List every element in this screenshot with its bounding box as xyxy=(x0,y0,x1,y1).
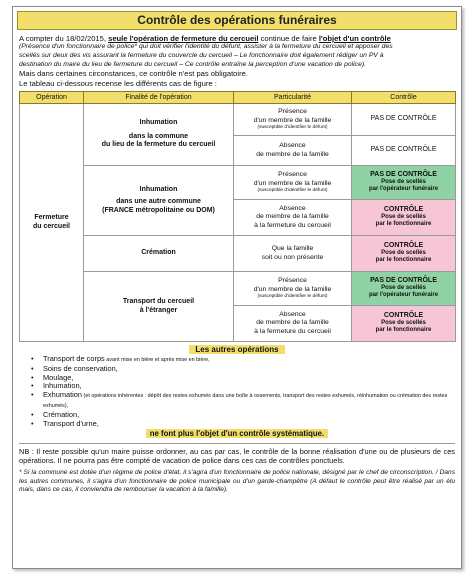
list-item: • Transport d'urne, xyxy=(43,420,455,429)
controle-operateur: PAS DE CONTRÔLE Pose de scellés par l'opérateur funéraire xyxy=(352,272,456,306)
list-item: • Transport de corps avant mise en bière et après mise en bière, xyxy=(43,355,455,365)
intro-italic-2: scellés sur deux des vis assurant la fermeture du couvercle du cercueil – Le fonctionnaire doit également rédiger un PV à xyxy=(19,52,384,59)
table-row xyxy=(20,104,456,136)
table-row xyxy=(20,236,456,272)
particularite-presence: Présence d'un membre de la famille (susceptible d'identifier le défunt) xyxy=(234,104,352,136)
document-page xyxy=(12,6,462,569)
other-operations-conclusion: ne font plus l'objet d'un contrôle systématique. xyxy=(146,429,328,438)
controle-fonctionnaire: CONTRÔLE Pose de scellés par le fonctionnaire xyxy=(352,306,456,342)
particularite-presence: Présence d'un membre de la famille (susceptible d'identifier le défunt) xyxy=(234,272,352,306)
finalite-inhumation-same: Inhumation dans la commune du lieu de la fermeture du cercueil xyxy=(84,104,234,166)
list-item: • Soins de conservation, xyxy=(43,365,455,374)
list-item: • Inhumation, xyxy=(43,382,455,391)
other-operations xyxy=(13,345,461,438)
intro-p2: Mais dans certaines circonstances, ce contrôle n'est pas obligatoire. xyxy=(19,69,248,79)
particularite-absence: Absence de membre de la famille xyxy=(234,136,352,166)
table-row xyxy=(20,166,456,200)
particularite-absence: Absence de membre de la famille à la fermeture du cercueil xyxy=(234,306,352,342)
list-item: • Moulage, xyxy=(43,374,455,383)
intro-highlight-2: l'objet d'un contrôle xyxy=(318,34,391,43)
intro-italic-1: (Présence d'un fonctionnaire de police* qui doit vérifier l'identité du défunt, assister à la fermeture du cercueil et apposer des xyxy=(19,43,393,51)
controle-fonctionnaire: CONTRÔLE Pose de scellés par le fonctionnaire xyxy=(352,236,456,272)
page-title: Contrôle des opérations funéraires xyxy=(17,11,457,30)
intro-p3: Le tableau ci-dessous recense les différents cas de figure : xyxy=(19,78,217,88)
particularite-famille: Que la famille soit ou non présente xyxy=(234,236,352,272)
list-item: • Crémation, xyxy=(43,411,455,420)
cases-table xyxy=(19,91,456,342)
controle-none: PAS DE CONTRÔLE xyxy=(352,104,456,136)
list-item: • Exhumation (et opérations inhérentes : dépôt des restes exhumés dans une boîte à ossements, transport des restes exhumés, réinhumation ou crémation des restes exhumés), xyxy=(43,391,455,411)
footnote: * Si la commune est dotée d'un régime de police d'état, il s'agira d'un fonctionnaire de police nationale, désigné par le chef de circonscription. / Dans les autres communes, il s'agira d'un fonctionnaire de police municipale ou d'un garde-champêtre (A défaut le contrôle peut être réalisé par un élu mais, dans ce cas, il conviendra de rembourser la vacation à la famille). xyxy=(19,469,455,493)
intro-highlight-1: seule l'opération de fermeture du cercueil xyxy=(108,34,259,43)
operation-cell: Fermeture du cercueil xyxy=(20,104,84,342)
particularite-absence: Absence de membre de la famille à la fermeture du cercueil xyxy=(234,200,352,236)
header-controle: Contrôle xyxy=(352,92,456,104)
other-operations-title: Les autres opérations xyxy=(189,345,284,354)
finalite-cremation: Crémation xyxy=(84,236,234,272)
finalite-transport-etranger: Transport du cercueil à l'étranger xyxy=(84,272,234,342)
controle-fonctionnaire: CONTRÔLE Pose de scellés par le fonctionnaire xyxy=(352,200,456,236)
intro-text xyxy=(19,34,455,88)
finalite-inhumation-other: Inhumation dans une autre commune (FRANCE métropolitaine ou DOM) xyxy=(84,166,234,236)
intro-mid: continue de faire xyxy=(260,34,317,43)
table-row xyxy=(20,272,456,306)
intro-italic-3: destination du maire du lieu de fermeture du cercueil – Ce contrôle entraîne la perception d'une vacation de police). xyxy=(19,60,367,68)
nb-note: NB : Il reste possible qu'un maire puisse ordonner, au cas par cas, le contrôle de la bonne réalisation d'une ou de plusieurs de ces opérations. Il ne pourra pas être compté de vacation de police dans ces cas de contrôles ponctuels. xyxy=(19,443,455,465)
header-operation: Opération xyxy=(20,92,84,104)
other-operations-list xyxy=(29,355,455,428)
particularite-presence: Présence d'un membre de la famille (susceptible d'identifier le défunt) xyxy=(234,166,352,200)
controle-operateur: PAS DE CONTRÔLE Pose de scellés par l'opérateur funéraire xyxy=(352,166,456,200)
intro-date: A compter du 18/02/2015, xyxy=(19,34,106,43)
controle-none: PAS DE CONTRÔLE xyxy=(352,136,456,166)
header-particularite: Particularité xyxy=(234,92,352,104)
table-header-row xyxy=(20,92,456,104)
header-finalite: Finalité de l'opération xyxy=(84,92,234,104)
